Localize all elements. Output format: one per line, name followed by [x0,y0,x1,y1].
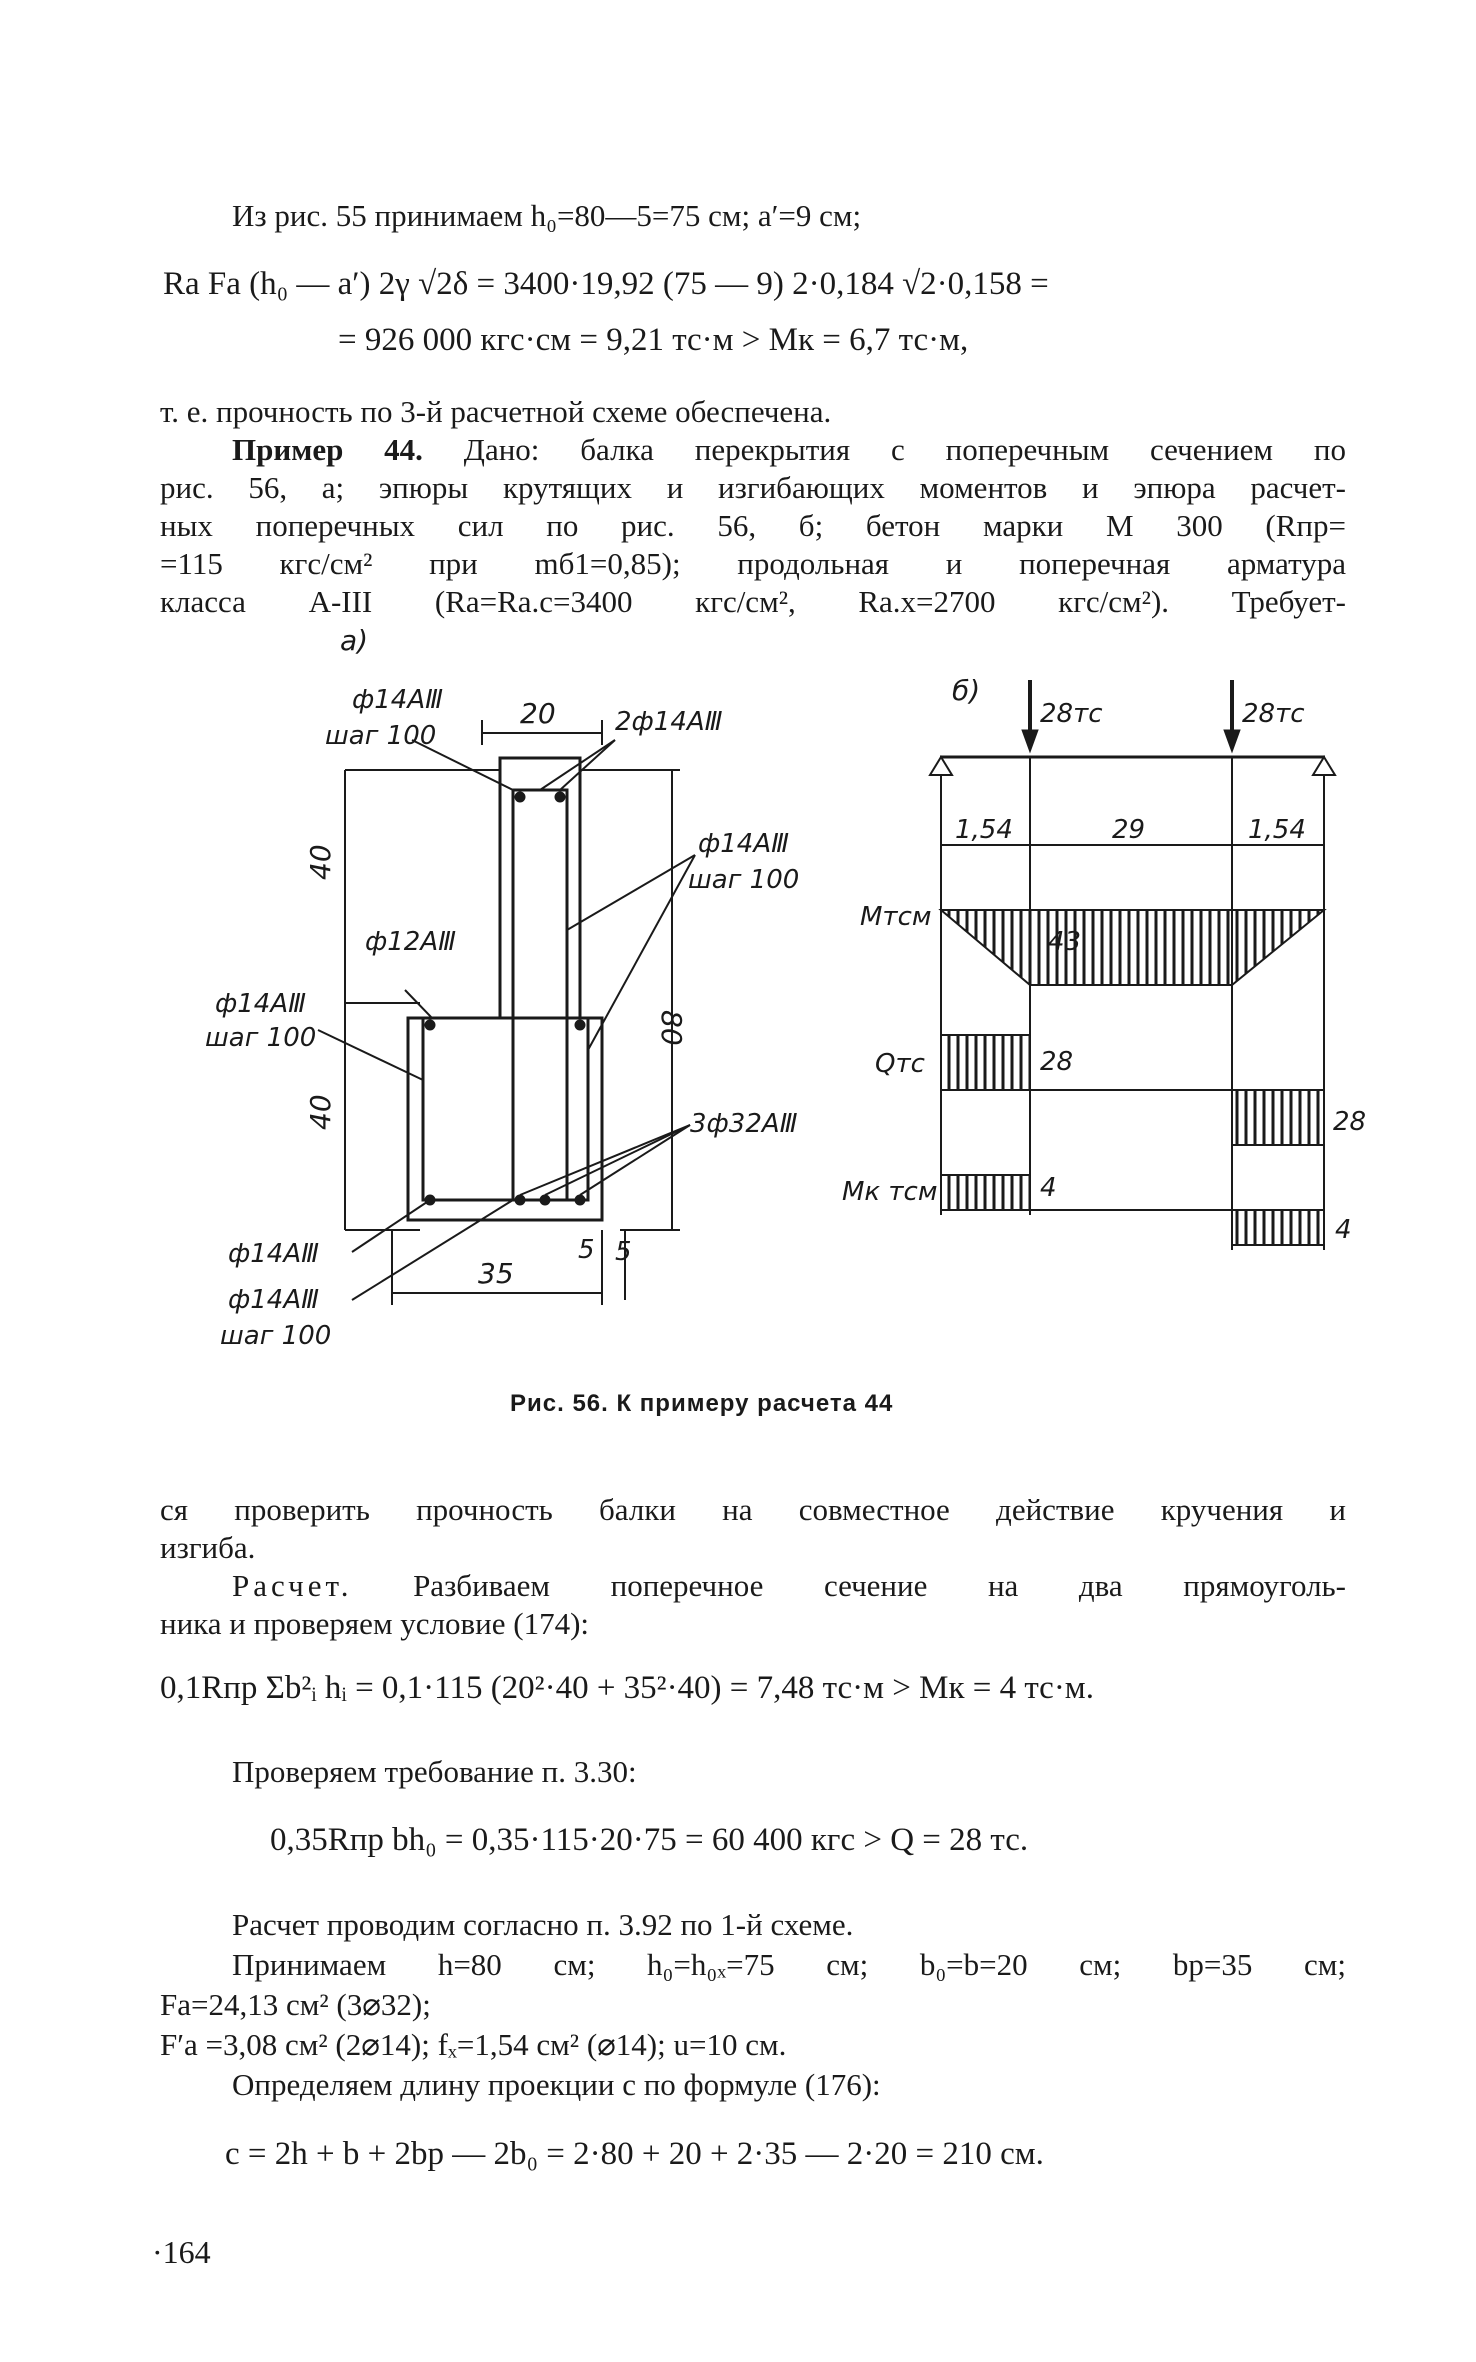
calc-intro: Разбиваем поперечное сечение на два прямоуголь- [413,1568,1346,1603]
span-label-3: 1,54 [1248,815,1306,845]
span-label-2: 29 [1112,815,1146,845]
label-height-80: 80 [655,1010,688,1046]
panel-b-label: б) [952,674,981,707]
section-outline [408,758,602,1220]
load-label-2: 28тс [1242,699,1305,729]
example-title: Пример 44. [232,432,423,467]
text-line-7: класса А-III (Rа=Rа.с=3400 кгс/см², Rа.х=2700 кгс/см²). Требует- [160,584,1346,619]
text-line-14: Fа=24,13 см² (3⌀32); [160,1987,431,2022]
text-line-5: ных поперечных сил по рис. 56, б; бетон марки М 300 (Rпр= [160,508,1346,543]
example-intro: Дано: балка перекрытия с поперечным сечением по [463,432,1346,467]
panel-a-label: а) [340,624,369,657]
label-width-20: 20 [520,697,556,730]
moment-value: 43 [1048,927,1082,957]
figure-caption: Рис. 56. К примеру расчета 44 [510,1390,894,1417]
text-line-11: Проверяем требование п. 3.30: [232,1754,637,1789]
label-left-rebar: ф14АⅢ [215,989,307,1019]
label-height-40-top: 40 [304,844,337,880]
label-right-step: шаг 100 [688,865,800,895]
text-line-15: F′а =3,08 см² (2⌀14); fₓ=1,54 см² (⌀14); u=10 см. [160,2027,787,2062]
formula-line-5: c = 2h + b + 2bр — 2b₀ = 2·80 + 20 + 2·35 — 2·20 = 210 см. [225,2136,1044,2172]
formula-line-1: Rа Fа (h₀ — a′) 2γ √2δ = 3400·19,92 (75 — 9) 2·0,184 √2·0,158 = [163,266,1049,302]
text-line-9: изгиба. [160,1530,256,1565]
torsion-value-2: 4 [1335,1215,1352,1245]
shear-block-right [1232,1090,1324,1145]
text-line-2: т. е. прочность по 3-й расчетной схеме обеспечена. [160,394,832,429]
label-cover-5b: 5 [615,1237,632,1267]
torsion-label: Mк тсм [842,1177,938,1207]
torsion-block-left [941,1175,1030,1210]
moment-label: Mтсм [860,902,932,932]
text-line-16: Определяем длину проекции c по формуле (176): [232,2067,881,2102]
torsion-block-right [1232,1210,1324,1245]
shear-value-1: 28 [1040,1047,1074,1077]
label-bottom-rebar-1: ф14АⅢ [228,1239,320,1269]
text-line-1: Из рис. 55 принимаем h₀=80—5=75 см; a′=9 см; [232,198,862,233]
label-width-35: 35 [478,1257,514,1290]
torsion-value-1: 4 [1040,1173,1057,1203]
label-bottom-step: шаг 100 [220,1321,332,1351]
shear-value-2: 28 [1333,1107,1367,1137]
calc-heading-line [232,1566,1346,1606]
text-line-4: рис. 56, а; эпюры крутящих и изгибающих моментов и эпюра расчет- [160,470,1346,505]
shear-label: Qтс [875,1049,925,1079]
shear-block-left [941,1035,1030,1090]
text-line-12: Расчет проводим согласно п. 3.92 по 1-й схеме. [232,1907,854,1942]
load-label-1: 28тс [1040,699,1103,729]
flange-stirrup [423,1018,588,1200]
label-bottom-rebar-2: ф14АⅢ [228,1285,320,1315]
page-number: ·164 [152,2234,211,2270]
formula-line-2: = 926 000 кгс·см = 9,21 тс·м > Mк = 6,7 тс·м, [338,322,969,358]
label-top-rebar: ф14АⅢ [352,685,444,715]
calc-title: Расчет. [232,1568,353,1603]
label-f12: ф12АⅢ [365,927,457,957]
formula-line-4: 0,35Rпр bh₀ = 0,35·115·20·75 = 60 400 кгс > Q = 28 тс. [270,1822,1029,1858]
text-line-6: =115 кгс/см² при mб1=0,85); продольная и поперечная арматура [160,546,1346,581]
label-cover-5a: 5 [578,1235,595,1265]
label-2f14: 2ф14АⅢ [615,707,723,737]
label-right-rebar: ф14АⅢ [698,829,790,859]
label-height-40-bottom: 40 [304,1094,337,1130]
span-label-1: 1,54 [955,815,1013,845]
text-line-8: ся проверить прочность балки на совместное действие кручения и [160,1492,1346,1527]
label-left-step: шаг 100 [205,1023,317,1053]
moment-trapezoid [941,910,1324,985]
web-stirrup [513,790,567,1200]
label-top-step: шаг 100 [325,721,437,751]
text-line-13: Принимаем h=80 см; h₀=h₀ₓ=75 см; b₀=b=20 см; bр=35 см; [232,1947,1346,1982]
label-3f32: 3ф32АⅢ [690,1109,798,1139]
moment-diagrams [930,674,1335,1250]
text-line-10: ника и проверяем условие (174): [160,1606,590,1641]
formula-line-3: 0,1Rпр Σb²ᵢ hᵢ = 0,1·115 (20²·40 + 35²·40) = 7,48 тс·м > Mк = 4 тс·м. [160,1670,1094,1706]
